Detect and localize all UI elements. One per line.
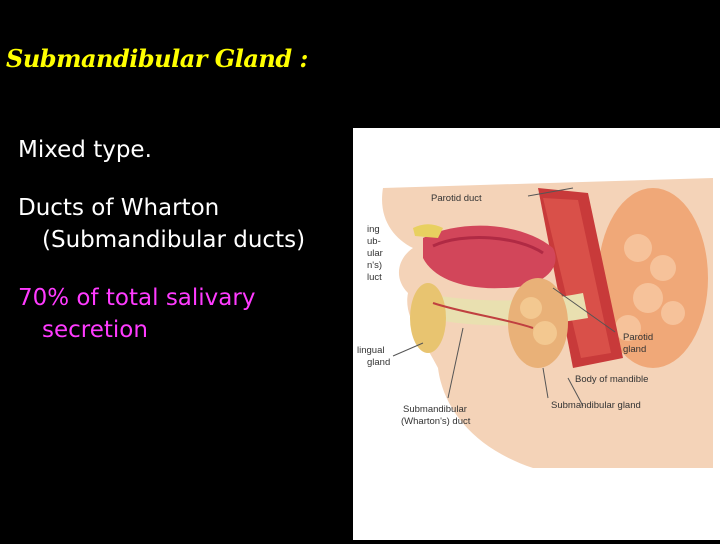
label-left-4: n's) (367, 260, 383, 271)
tooth-shape (413, 224, 443, 238)
label-parotid-gland-2: gland (623, 344, 647, 355)
bullet-text-continuation: secretion (42, 317, 148, 343)
label-submandibular-duct-2: (Wharton's) duct (401, 416, 471, 427)
label-left-1: ing (367, 224, 380, 235)
label-left-5: luct (367, 272, 382, 283)
label-sublingual-2: gland (367, 357, 391, 368)
bullet-text-continuation: (Submandibular ducts) (42, 227, 306, 253)
bullet-secretion-percentage (18, 282, 358, 346)
label-submandibular-duct-1: Submandibular (403, 404, 467, 415)
label-left-2: ub- (367, 236, 381, 247)
label-body-of-mandible: Body of mandible (575, 374, 649, 385)
bullet-text: Ducts of Wharton (18, 195, 220, 221)
bullet-list (18, 134, 358, 372)
label-left-3: ular (367, 248, 383, 259)
label-sublingual-1: lingual (357, 345, 385, 356)
anatomy-illustration (353, 128, 720, 540)
slide-title: Submandibular Gland : (6, 44, 308, 73)
bullet-ducts-of-wharton (18, 192, 358, 256)
bullet-mixed-type (18, 134, 358, 166)
label-parotid-gland-1: Parotid (623, 332, 654, 343)
sublingual-gland-shape (410, 283, 446, 353)
bullet-text: 70% of total salivary (18, 285, 256, 311)
anatomy-drawing (353, 128, 720, 540)
bullet-text: Mixed type. (18, 137, 152, 163)
label-submandibular-gland: Submandibular gland (551, 400, 641, 411)
label-parotid-duct: Parotid duct (431, 193, 482, 204)
